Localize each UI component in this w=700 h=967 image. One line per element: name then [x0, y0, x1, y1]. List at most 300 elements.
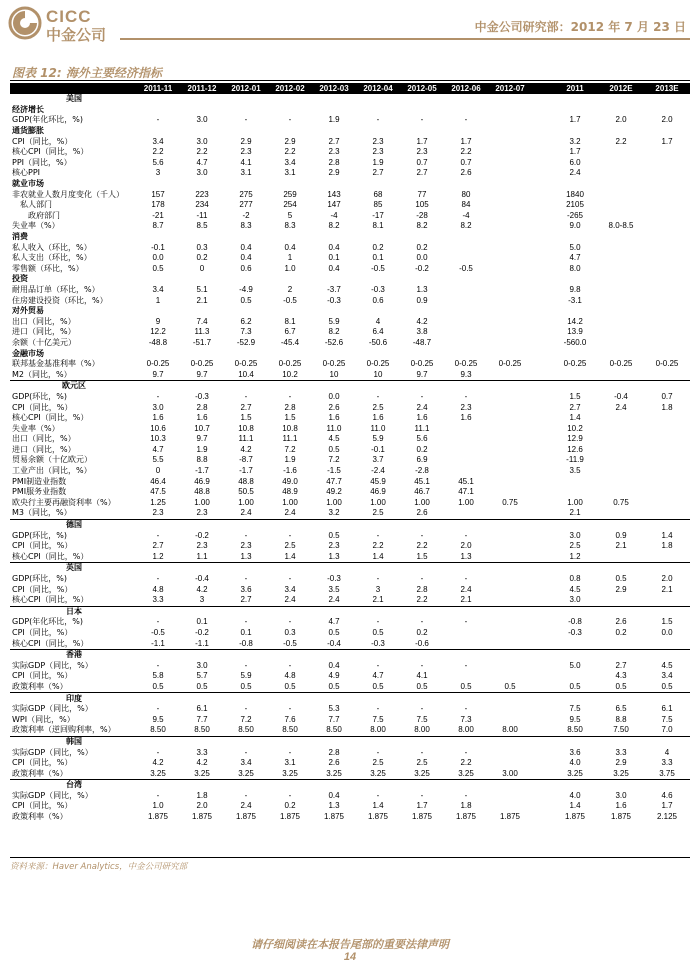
- table-cell: [644, 552, 690, 563]
- row-label: 联邦基金基准利率（%）: [12, 359, 100, 369]
- table-cell: 2.3: [460, 402, 472, 412]
- table-cell: 3.2: [328, 508, 340, 518]
- table-cell: [598, 274, 644, 285]
- table-cell: [532, 413, 552, 424]
- table-cell: [552, 381, 598, 392]
- table-cell: [532, 306, 552, 317]
- table-cell: [180, 274, 224, 285]
- table-cell: 4.2: [240, 444, 252, 454]
- table-cell: [598, 606, 644, 617]
- table-cell: [532, 714, 552, 725]
- table-cell: 2.4: [460, 584, 472, 594]
- table-cell: [644, 736, 690, 747]
- table-cell: 0.7: [416, 157, 428, 167]
- table-cell: 0.5: [240, 681, 252, 691]
- table-cell: 47.1: [458, 487, 474, 497]
- table-cell: [532, 780, 552, 791]
- table-cell: [532, 115, 552, 126]
- table-cell: 0.5: [504, 681, 516, 691]
- table-row: [10, 747, 690, 758]
- table-cell: 0.5: [372, 681, 384, 691]
- table-cell: -48.7: [412, 337, 432, 347]
- table-cell: 6.0: [569, 157, 581, 167]
- table-cell: 1.0: [284, 263, 296, 273]
- table-cell: [644, 168, 690, 179]
- table-cell: [224, 606, 268, 617]
- table-cell: 1.5: [284, 413, 296, 423]
- table-cell: [400, 232, 444, 243]
- column-header: [532, 83, 552, 94]
- table-cell: -: [156, 391, 160, 401]
- table-cell: -560.0: [563, 337, 587, 347]
- figure-title: 图表 12: 海外主要经济指标: [12, 66, 162, 80]
- table-cell: [356, 563, 400, 574]
- table-cell: [552, 487, 598, 498]
- table-cell: [224, 126, 268, 137]
- table-cell: [444, 253, 488, 264]
- table-cell: 5.0: [569, 660, 581, 670]
- table-cell: -: [288, 660, 292, 670]
- table-cell: 4.8: [284, 671, 296, 681]
- table-cell: 2.6: [416, 508, 428, 518]
- row-label: CPI（同比，%）: [12, 801, 73, 811]
- section-row: [10, 306, 690, 317]
- table-cell: 3.1: [284, 168, 296, 178]
- table-cell: -45.4: [280, 337, 300, 347]
- table-cell: [312, 306, 356, 317]
- row-label: 就业市场: [12, 179, 44, 189]
- table-cell: [268, 179, 312, 190]
- table-cell: -: [156, 574, 160, 584]
- table-cell: 0-0.25: [410, 359, 434, 369]
- table-cell: [488, 316, 532, 327]
- table-cell: -: [420, 790, 424, 800]
- table-cell: [532, 402, 552, 413]
- table-cell: 2.7: [615, 660, 627, 670]
- table-cell: 0.2: [615, 627, 627, 637]
- table-cell: -: [244, 115, 248, 125]
- table-cell: -: [464, 115, 468, 125]
- table-cell: 10: [373, 369, 383, 379]
- table-cell: [268, 563, 312, 574]
- row-label: 政策利率（逆回购利率，%）: [12, 725, 116, 735]
- table-cell: 1.7: [569, 115, 581, 125]
- table-row: [10, 285, 690, 296]
- table-cell: -4.9: [239, 284, 253, 294]
- table-cell: -48.8: [148, 337, 168, 347]
- table-cell: 8.5: [196, 221, 208, 231]
- table-cell: 4.7: [372, 671, 384, 681]
- table-row: [10, 508, 690, 519]
- table-cell: 1.6: [196, 413, 208, 423]
- table-cell: 1.875: [455, 812, 477, 822]
- table-cell: 2.3: [196, 508, 208, 518]
- table-row: [10, 242, 690, 253]
- table-cell: [552, 179, 598, 190]
- table-cell: [552, 105, 598, 116]
- table-cell: 7.7: [196, 714, 208, 724]
- row-label: 余额（十亿美元）: [12, 337, 76, 347]
- column-header: 2012-04: [356, 83, 400, 94]
- table-cell: [488, 189, 532, 200]
- table-cell: [488, 221, 532, 232]
- table-cell: [532, 671, 552, 682]
- table-cell: 4.5: [569, 584, 581, 594]
- table-cell: 3.8: [416, 327, 428, 337]
- table-cell: 4.7: [196, 157, 208, 167]
- table-cell: [598, 179, 644, 190]
- table-cell: [488, 338, 532, 349]
- table-cell: [400, 94, 444, 105]
- table-cell: 3.25: [414, 768, 430, 778]
- table-cell: -: [156, 660, 160, 670]
- table-cell: [488, 476, 532, 487]
- table-row: [10, 413, 690, 424]
- table-cell: [180, 780, 224, 791]
- table-cell: [488, 606, 532, 617]
- table-cell: [136, 381, 180, 392]
- table-cell: [552, 126, 598, 137]
- table-cell: 178: [151, 200, 165, 210]
- table-cell: 2.8: [328, 747, 340, 757]
- table-cell: 5.9: [240, 671, 252, 681]
- table-cell: 8.00: [370, 725, 386, 735]
- table-cell: [598, 338, 644, 349]
- table-cell: [552, 563, 598, 574]
- table-cell: [268, 306, 312, 317]
- table-row: [10, 671, 690, 682]
- table-cell: [598, 126, 644, 137]
- table-cell: [532, 189, 552, 200]
- table-cell: 7.5: [569, 704, 581, 714]
- table-cell: -0.4: [195, 574, 209, 584]
- row-label: M2（同比，%）: [12, 369, 72, 379]
- table-cell: [268, 519, 312, 530]
- table-cell: 3.4: [240, 758, 252, 768]
- table-cell: -: [244, 574, 248, 584]
- table-cell: 2.2: [196, 147, 208, 157]
- table-cell: 2.2: [416, 541, 428, 551]
- table-cell: [136, 306, 180, 317]
- table-cell: [644, 487, 690, 498]
- table-cell: [532, 94, 552, 105]
- table-cell: [532, 487, 552, 498]
- table-cell: 9.3: [460, 369, 472, 379]
- table-cell: [488, 445, 532, 456]
- table-cell: [532, 221, 552, 232]
- table-cell: [136, 105, 180, 116]
- table-cell: [400, 780, 444, 791]
- table-cell: -2.8: [415, 466, 429, 476]
- table-cell: 1.6: [372, 413, 384, 423]
- table-cell: [444, 348, 488, 359]
- table-cell: [400, 348, 444, 359]
- table-row: [10, 316, 690, 327]
- table-cell: 0-0.25: [609, 359, 633, 369]
- table-cell: 2.7: [240, 402, 252, 412]
- table-cell: 0.2: [416, 444, 428, 454]
- table-cell: [356, 606, 400, 617]
- table-row: [10, 617, 690, 628]
- table-cell: 8.2: [460, 221, 472, 231]
- table-cell: 4.2: [416, 316, 428, 326]
- economic-indicators-table: [10, 83, 690, 822]
- table-cell: 0.4: [240, 253, 252, 263]
- table-cell: [268, 232, 312, 243]
- table-cell: 0-0.25: [190, 359, 214, 369]
- table-cell: [598, 466, 644, 477]
- table-cell: [180, 105, 224, 116]
- table-row: [10, 434, 690, 445]
- table-cell: -: [156, 617, 160, 627]
- table-cell: [136, 179, 180, 190]
- table-cell: 3.0: [569, 530, 581, 540]
- table-cell: [136, 563, 180, 574]
- table-cell: [644, 295, 690, 306]
- table-cell: 1.4: [284, 551, 296, 561]
- table-cell: -0.8: [568, 617, 582, 627]
- table-cell: [488, 649, 532, 660]
- figure-title-rule: [10, 80, 690, 81]
- table-cell: [356, 232, 400, 243]
- table-cell: 0.2: [196, 253, 208, 263]
- table-cell: 0.4: [284, 242, 296, 252]
- section-row: [10, 348, 690, 359]
- table-cell: [444, 606, 488, 617]
- table-cell: -0.4: [327, 638, 341, 648]
- table-cell: 2.8: [284, 402, 296, 412]
- table-cell: -: [464, 747, 468, 757]
- table-cell: [356, 348, 400, 359]
- table-cell: [532, 211, 552, 222]
- table-cell: -0.5: [151, 627, 165, 637]
- table-cell: [180, 306, 224, 317]
- table-cell: [356, 519, 400, 530]
- table-cell: [444, 423, 488, 434]
- table-cell: [532, 455, 552, 466]
- table-cell: 0.4: [240, 242, 252, 252]
- table-cell: [644, 306, 690, 317]
- table-cell: 1.6: [416, 413, 428, 423]
- table-cell: [180, 736, 224, 747]
- table-cell: [488, 285, 532, 296]
- table-cell: 8.50: [150, 725, 166, 735]
- table-cell: 2.3: [196, 541, 208, 551]
- column-header: 2011-11: [136, 83, 180, 94]
- row-label: 消费: [12, 232, 28, 242]
- table-cell: 11.0: [326, 423, 342, 433]
- table-cell: 80: [461, 189, 471, 199]
- table-cell: [598, 232, 644, 243]
- table-cell: 3.25: [370, 768, 386, 778]
- table-cell: [136, 780, 180, 791]
- row-label: 台湾: [10, 780, 136, 791]
- table-cell: [532, 285, 552, 296]
- table-cell: 3.6: [240, 584, 252, 594]
- table-cell: [268, 736, 312, 747]
- table-cell: 3.4: [152, 136, 164, 146]
- table-cell: [532, 595, 552, 606]
- region-row: [10, 649, 690, 660]
- table-cell: 3.25: [613, 768, 629, 778]
- table-cell: -: [420, 115, 424, 125]
- table-cell: [444, 274, 488, 285]
- table-cell: 8.8: [196, 455, 208, 465]
- table-cell: [488, 791, 532, 802]
- table-cell: [136, 274, 180, 285]
- table-cell: [532, 434, 552, 445]
- table-row: [10, 221, 690, 232]
- table-cell: 0.5: [328, 627, 340, 637]
- table-cell: 0.5: [196, 681, 208, 691]
- table-cell: -: [156, 115, 160, 125]
- table-cell: -: [244, 530, 248, 540]
- table-cell: 105: [415, 200, 429, 210]
- table-row: [10, 714, 690, 725]
- table-cell: [532, 606, 552, 617]
- table-cell: [488, 552, 532, 563]
- table-cell: [532, 682, 552, 693]
- table-cell: 1.875: [235, 812, 257, 822]
- table-cell: [400, 519, 444, 530]
- table-cell: 0.8: [569, 574, 581, 584]
- table-cell: [532, 801, 552, 812]
- table-cell: -: [464, 530, 468, 540]
- table-cell: [644, 455, 690, 466]
- table-cell: [224, 736, 268, 747]
- table-cell: 4.7: [569, 253, 581, 263]
- table-cell: [532, 476, 552, 487]
- table-cell: [644, 158, 690, 169]
- table-cell: 2.3: [240, 541, 252, 551]
- table-cell: 1.00: [370, 497, 386, 507]
- table-cell: 1.6: [328, 413, 340, 423]
- table-cell: 49.2: [326, 487, 342, 497]
- table-cell: [356, 306, 400, 317]
- table-cell: 8.2: [416, 221, 428, 231]
- region-row: [10, 519, 690, 530]
- table-cell: [312, 381, 356, 392]
- table-cell: 0.0: [328, 391, 340, 401]
- table-cell: 2.1: [661, 584, 673, 594]
- table-cell: [598, 285, 644, 296]
- table-cell: 12.6: [567, 444, 583, 454]
- table-cell: [444, 693, 488, 704]
- table-cell: [532, 638, 552, 649]
- table-cell: [532, 147, 552, 158]
- row-label: 核心CPI（同比，%）: [12, 147, 89, 157]
- table-cell: [644, 316, 690, 327]
- table-cell: 6.1: [661, 704, 673, 714]
- table-row: [10, 801, 690, 812]
- table-cell: [532, 200, 552, 211]
- column-header: 2012-06: [444, 83, 488, 94]
- table-cell: [598, 147, 644, 158]
- table-row: [10, 791, 690, 802]
- table-cell: [532, 423, 552, 434]
- table-cell: 1.7: [416, 136, 428, 146]
- table-cell: [598, 476, 644, 487]
- table-cell: -: [376, 790, 380, 800]
- table-cell: 1.875: [323, 812, 345, 822]
- table-cell: 1.4: [661, 530, 673, 540]
- table-cell: [444, 381, 488, 392]
- table-cell: 0-0.25: [322, 359, 346, 369]
- table-cell: [400, 693, 444, 704]
- table-cell: 9.7: [152, 369, 164, 379]
- table-row: [10, 541, 690, 552]
- table-cell: [644, 413, 690, 424]
- table-cell: 3.0: [152, 402, 164, 412]
- table-cell: 254: [283, 200, 297, 210]
- table-cell: [444, 649, 488, 660]
- table-cell: [532, 791, 552, 802]
- table-cell: [488, 758, 532, 769]
- table-cell: [532, 316, 552, 327]
- table-cell: 143: [327, 189, 341, 199]
- table-cell: [598, 508, 644, 519]
- table-cell: [444, 285, 488, 296]
- row-label: 核心CPI（同比，%）: [12, 551, 89, 561]
- table-row: [10, 595, 690, 606]
- table-cell: 2.4: [240, 508, 252, 518]
- table-cell: 45.1: [458, 476, 474, 486]
- table-cell: 3.75: [659, 768, 675, 778]
- table-cell: [644, 423, 690, 434]
- table-cell: -0.2: [195, 530, 209, 540]
- table-cell: [400, 274, 444, 285]
- table-cell: [356, 736, 400, 747]
- table-cell: 9.0: [569, 221, 581, 231]
- table-cell: [532, 649, 552, 660]
- table-cell: [444, 671, 488, 682]
- table-cell: -21: [152, 210, 164, 220]
- table-cell: [598, 242, 644, 253]
- table-cell: 77: [417, 189, 427, 199]
- table-cell: -1.6: [283, 466, 297, 476]
- table-cell: 8.50: [326, 725, 342, 735]
- table-cell: -: [420, 574, 424, 584]
- table-cell: 0.9: [615, 530, 627, 540]
- table-cell: [598, 649, 644, 660]
- table-cell: 4: [375, 316, 381, 326]
- table-cell: 2.4: [284, 508, 296, 518]
- table-cell: 0.2: [416, 627, 428, 637]
- table-cell: [644, 348, 690, 359]
- table-row: [10, 498, 690, 509]
- table-cell: 3.0: [196, 168, 208, 178]
- table-cell: 2.3: [240, 147, 252, 157]
- table-cell: [268, 381, 312, 392]
- table-cell: 7.2: [284, 444, 296, 454]
- section-row: [10, 274, 690, 285]
- table-cell: 1.00: [414, 497, 430, 507]
- table-cell: [312, 519, 356, 530]
- section-row: [10, 232, 690, 243]
- table-cell: [552, 306, 598, 317]
- table-cell: [488, 327, 532, 338]
- table-cell: -2: [242, 210, 250, 220]
- table-cell: 1.00: [458, 497, 474, 507]
- table-cell: [644, 563, 690, 574]
- table-cell: [444, 232, 488, 243]
- table-cell: 1.5: [240, 413, 252, 423]
- table-cell: 2105: [566, 200, 584, 210]
- section-row: [10, 179, 690, 190]
- table-cell: -: [156, 704, 160, 714]
- table-cell: 1.875: [279, 812, 301, 822]
- table-cell: 2.0: [661, 574, 673, 584]
